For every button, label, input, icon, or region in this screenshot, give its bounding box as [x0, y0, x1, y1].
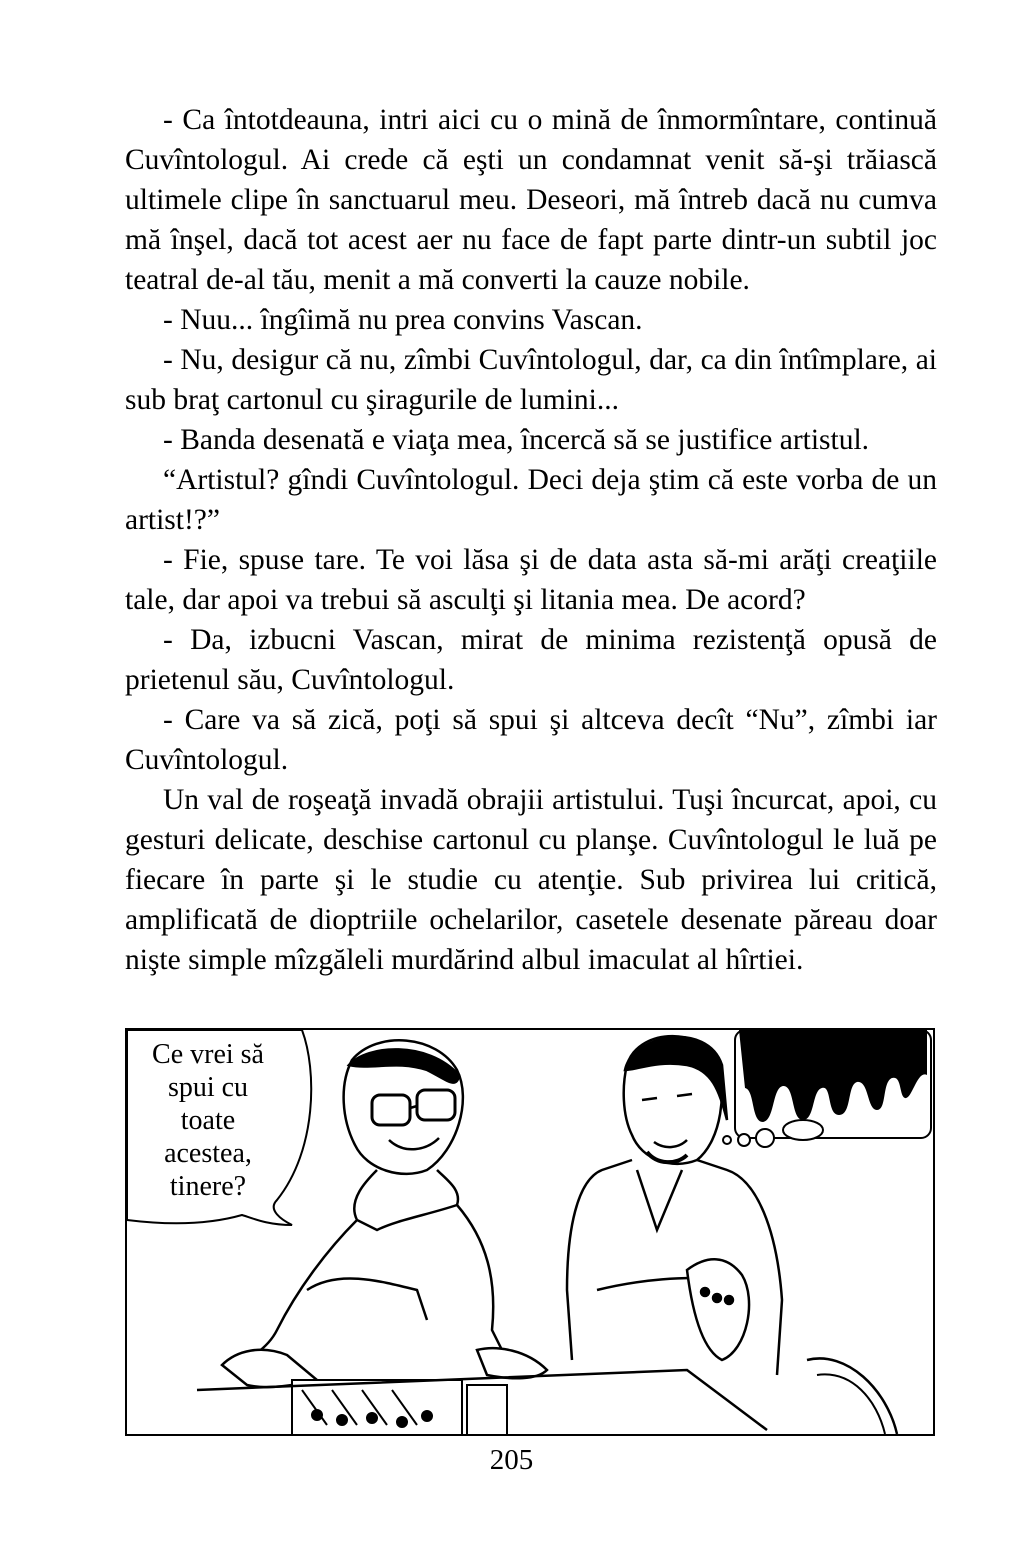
paragraph: - Ca întotdeauna, intri aici cu o mină de înmormîntare, continuă Cuvîntologul. Ai crede că eşti un condamnat venit să-şi trăiască ultimele clipe în sanctuarul meu. Deseori, mă întreb dacă nu cumva mă înşel, dacă tot acest aer nu face de fapt parte dintr-un subtil joc teatral de-al tău, menit a mă converti la cauze nobile. — [125, 104, 937, 296]
speech-line: toate — [180, 1105, 236, 1136]
paragraph: - Banda desenată e viaţa mea, încercă să se justifice artistul. — [163, 424, 870, 456]
paragraph: - Nu, desigur că nu, zîmbi Cuvîntologul, dar, ca din întîmplare, ai sub braţ cartonul cu şiragurile de lumini... — [125, 344, 937, 416]
paragraph: - Care va să zică, poţi să spui şi altceva decît “Nu”, zîmbi iar Cuvîntologul. — [125, 704, 937, 776]
speech-line: tinere? — [169, 1171, 247, 1202]
chair — [807, 1358, 897, 1434]
page-number: 205 — [489, 1444, 534, 1476]
paragraph: Un val de roşeaţă invadă obrajii artistului. Tuşi încurcat, apoi, cu gesturi delicate, deschise cartonul cu planşe. Cuvîntologul le luă pe fiecare în parte şi le studie cu atenţie. Sub privirea lui critică, amplificată de dioptriile ochelarilor, casetele desenate păreau doar nişte simple mîzgăleli murdărind albul imaculat al hîrtiei. — [125, 784, 937, 976]
speech-line: spui cu — [167, 1072, 249, 1103]
speech-line: Ce vrei să — [152, 1039, 264, 1070]
paragraph: - Fie, spuse tare. Te voi lăsa şi de data asta să-mi arăţi creaţiile tale, dar apoi va trebui să asculţi şi litania mea. De acord? — [125, 544, 937, 616]
comic-panel — [125, 1028, 935, 1436]
paragraph: - Nuu... îngîimă nu prea convins Vascan. — [163, 304, 643, 336]
paragraph: - Da, izbucni Vascan, mirat de minima rezistenţă opusă de prietenul său, Cuvîntologul. — [125, 624, 937, 696]
paragraph: “Artistul? gîndi Cuvîntologul. Deci deja ştim că este vorba de un artist!?” — [125, 464, 937, 536]
comic-sheets — [292, 1380, 507, 1434]
speech-line: acestea, — [164, 1138, 252, 1169]
speech-bubble-text — [133, 1038, 283, 1203]
body-text — [125, 100, 937, 980]
